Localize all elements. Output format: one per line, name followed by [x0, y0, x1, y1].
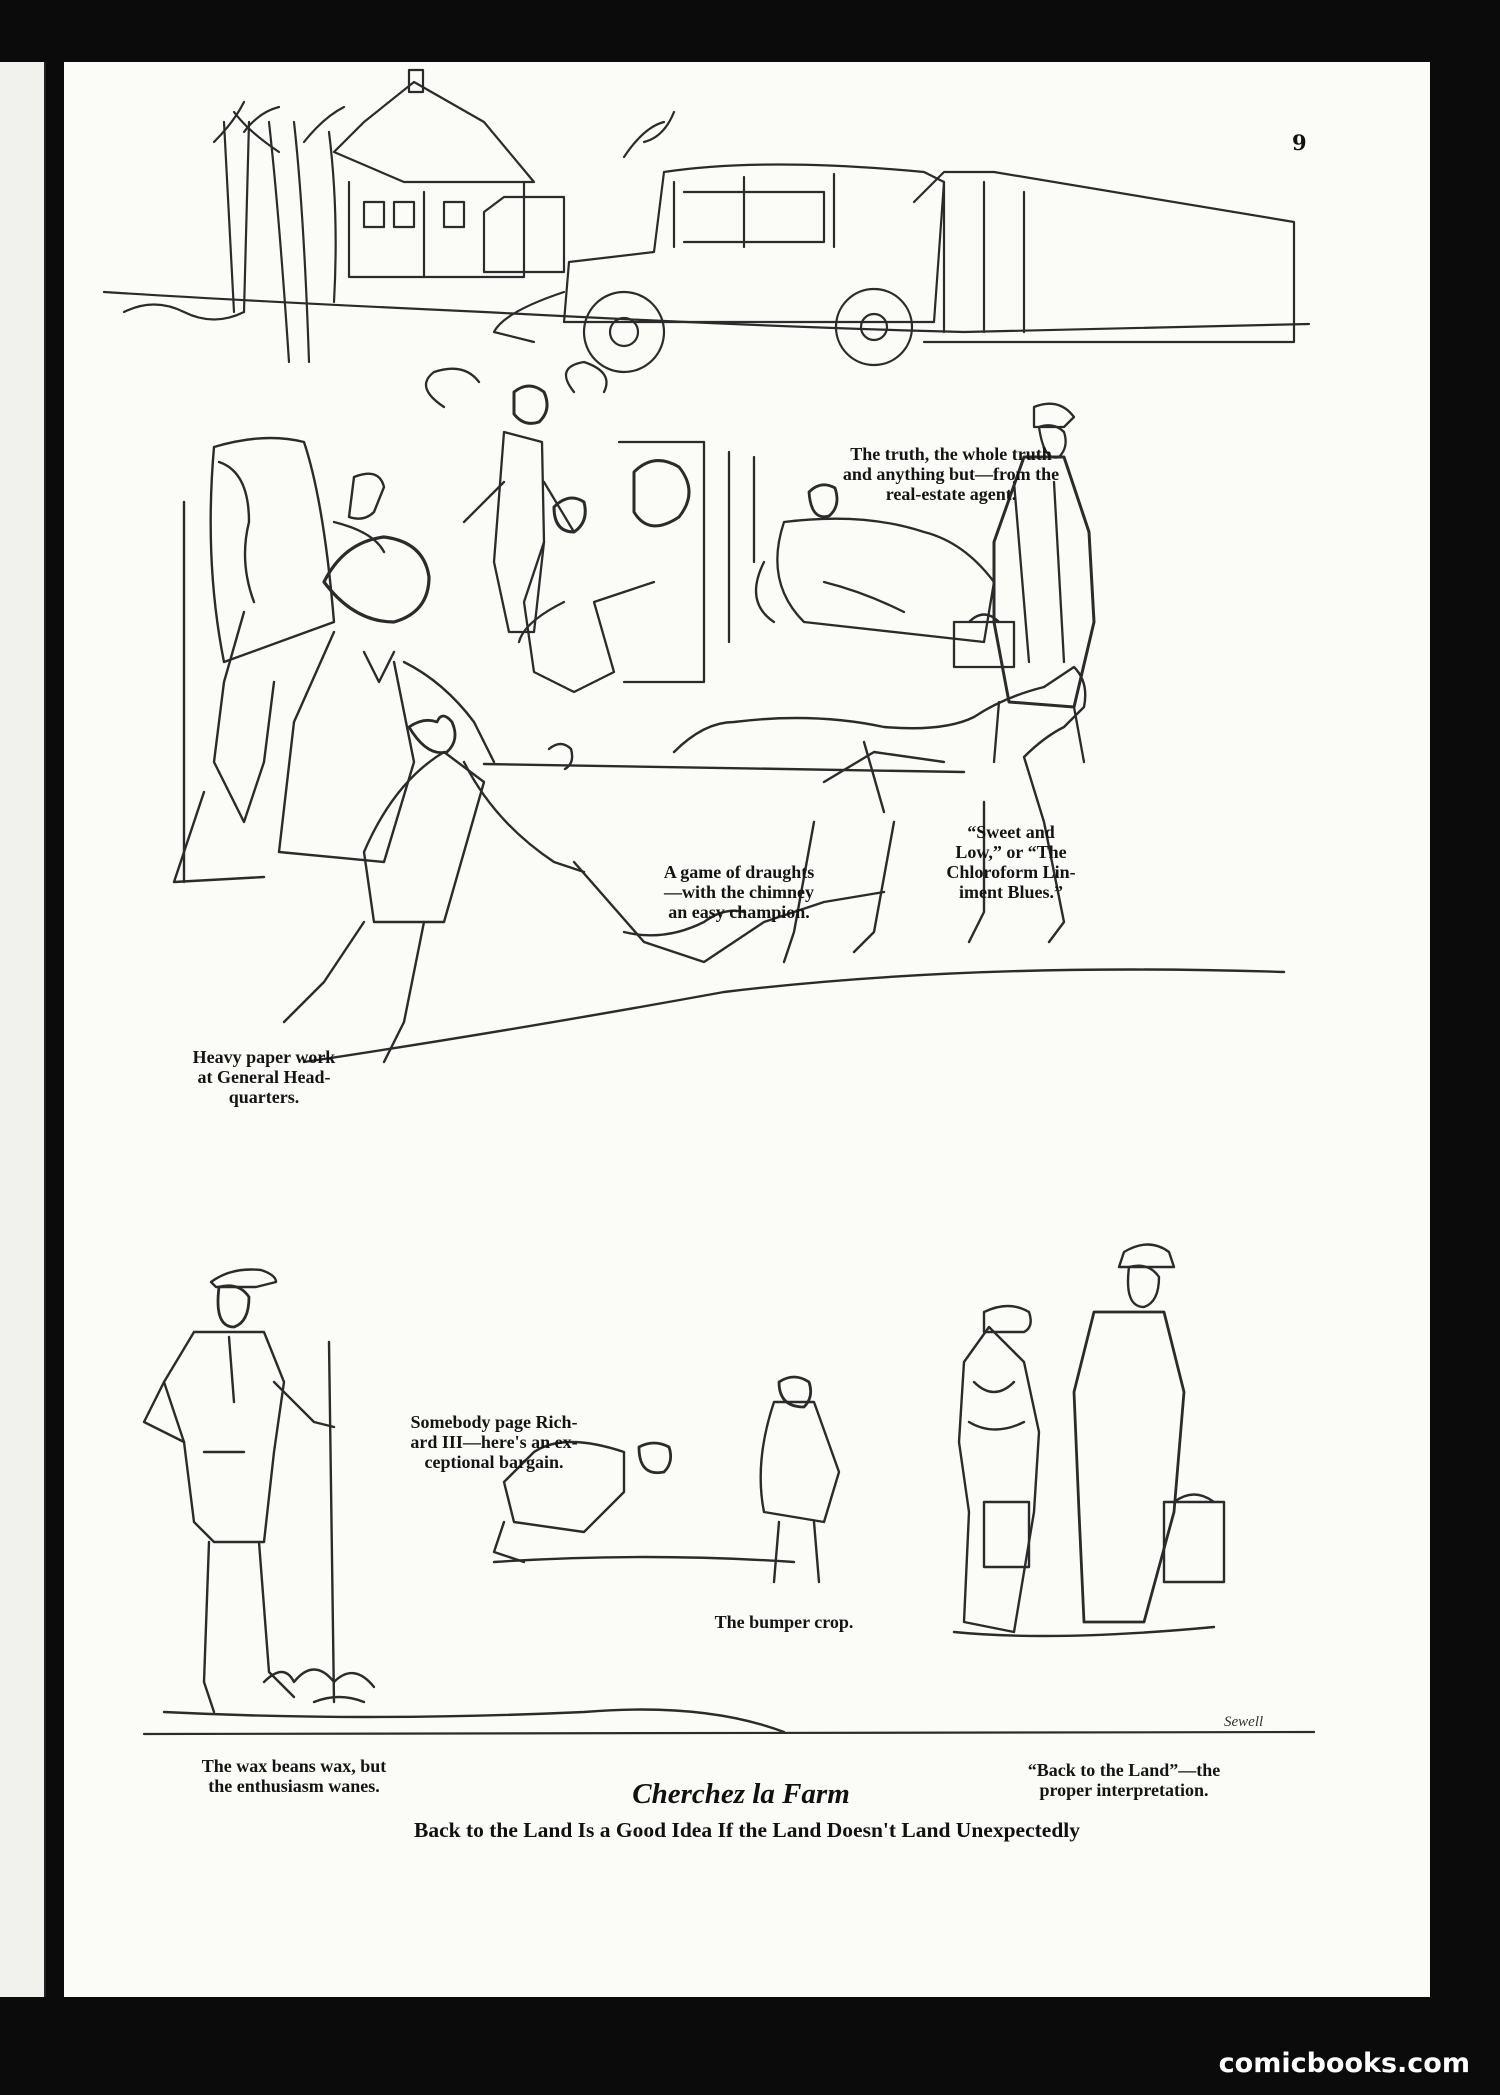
illustration-couple	[954, 1245, 1224, 1637]
caption-real-estate: The truth, the whole truth and anything but—from the real-estate agent.	[842, 444, 1060, 504]
illustration-paper-work	[174, 438, 494, 882]
illustration-draughts	[426, 362, 754, 692]
caption-sweet-and-low: “Sweet and Low,” or “The Chloroform Lin- iment Blues.”	[946, 822, 1076, 902]
illustration-wax-beans	[144, 1270, 784, 1733]
page-subtitle: Back to the Land Is a Good Idea If the Land Doesn't Land Unexpectedly	[414, 1818, 1080, 1842]
caption-back-to-land: “Back to the Land”—the proper interpretation.	[1027, 1760, 1221, 1800]
caption-richard-iii: Somebody page Rich- ard III—here's an ex- ceptional bargain.	[410, 1412, 578, 1472]
watermark: comicbooks.com	[1218, 2048, 1470, 2079]
magazine-page	[64, 62, 1430, 1997]
artist-signature: Sewell	[1224, 1714, 1264, 1730]
caption-draughts: A game of draughts —with the chimney an easy champion.	[663, 862, 815, 922]
caption-wax-beans: The wax beans wax, but the enthusiasm wanes.	[201, 1756, 387, 1796]
pen-illustrations	[64, 62, 1430, 1997]
illustration-bumper-crop	[494, 1377, 839, 1582]
illustration-farmhouse-car	[104, 70, 1309, 372]
page-title: Cherchez la Farm	[632, 1778, 850, 1810]
page-number: 9	[1292, 130, 1307, 155]
previous-page-edge	[0, 62, 46, 1997]
caption-paper-work: Heavy paper work at General Head- quarters.	[192, 1047, 336, 1107]
ground-line	[144, 1732, 1314, 1734]
caption-bumper-crop: The bumper crop.	[714, 1612, 854, 1632]
